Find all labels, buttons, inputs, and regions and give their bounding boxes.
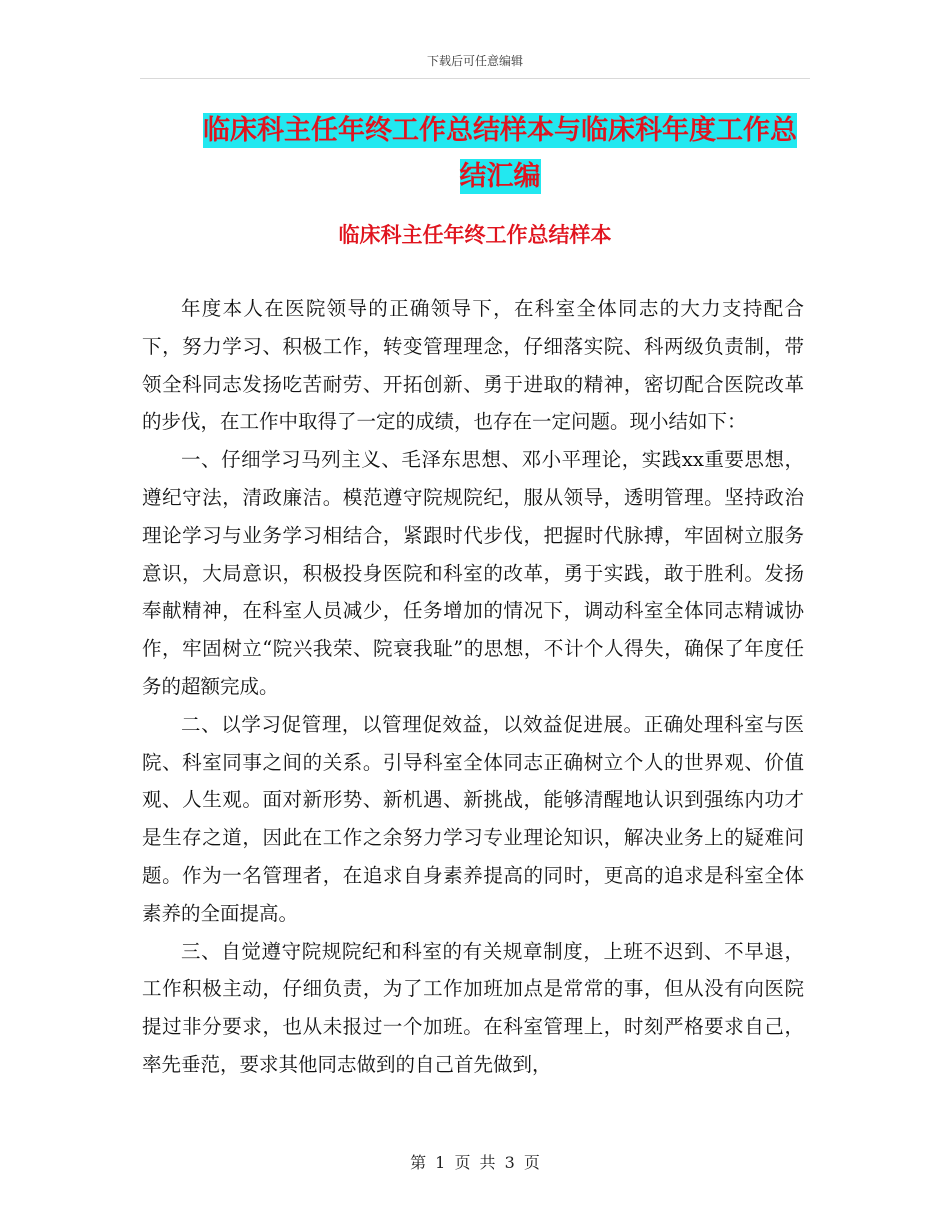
paragraph: 三、自觉遵守院规院纪和科室的有关规章制度，上班不迟到、不早退，工作积极主动，仔细负责，为了工作加班加点是常常的事，但从没有向医院提过非分要求，也从未报过一个加班。在科室管理上，时刻严格要求自己，率先垂范，要求其他同志做到的自己首先做到，	[142, 939, 804, 1076]
paragraph: 年度本人在医院领导的正确领导下，在科室全体同志的大力支持配合下，努力学习、积极工作，转变管理理念，仔细落实院、科两级负责制，带领全科同志发扬吃苦耐劳、开拓创新、勇于进取的精神，密切配合医院改革的步伐，在工作中取得了一定的成绩，也存在一定问题。现小结如下：	[142, 297, 804, 434]
paragraph: 一、仔细学习马列主义、毛泽东思想、邓小平理论，实践xx重要思想，遵纪守法，清政廉洁。模范遵守院规院纪，服从领导，透明管理。坚持政治理论学习与业务学习相结合，紧跟时代步伐，把握时代脉搏，牢固树立服务意识，大局意识，积极投身医院和科室的改革，勇于实践，敢于胜利。发扬奉献精神，在科室人员减少，任务增加的情况下，调动科室全体同志精诚协作，牢固树立“院兴我荣、院衰我耻”的思想，不计个人得失，确保了年度任务的超额完成。	[142, 448, 804, 698]
document-body	[142, 290, 804, 1084]
header-divider	[140, 78, 810, 79]
header-note: 下载后可任意编辑	[426, 54, 523, 68]
document-title-text: 临床科主任年终工作总结样本与临床科年度工作总结汇编	[203, 115, 797, 192]
document-title	[196, 108, 804, 200]
paragraph: 二、以学习促管理，以管理促效益，以效益促进展。正确处理科室与医院、科室同事之间的关系。引导科室全体同志正确树立个人的世界观、价值观、人生观。面对新形势、新机遇、新挑战，能够清醒地认识到强练内功才是生存之道，因此在工作之余努力学习专业理论知识，解决业务上的疑难问题。作为一名管理者，在追求自身素养提高的同时，更高的追求是科室全体素养的全面提高。	[142, 712, 804, 925]
page-number-footer: 第 1 页 共 3 页	[410, 1153, 540, 1172]
section-title: 临床科主任年终工作总结样本	[338, 223, 612, 247]
